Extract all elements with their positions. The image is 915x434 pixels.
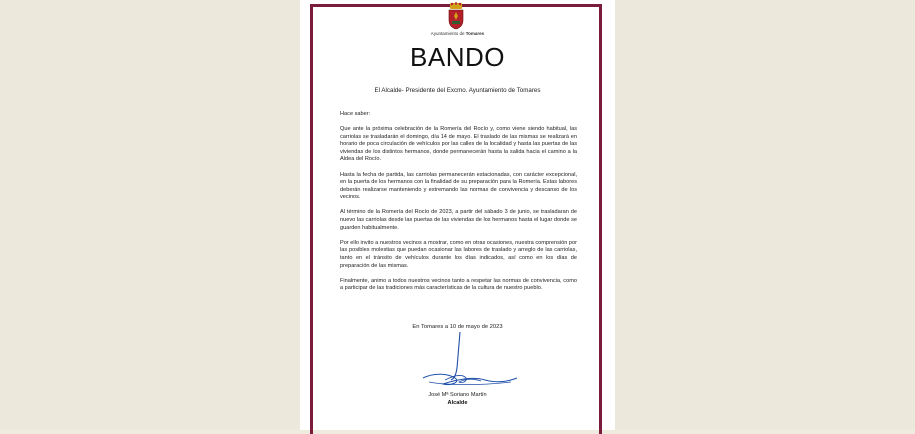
paragraph: Que ante la próxima celebración de la Romería del Rocío y, como viene siendo habitual, las carriolas se trasladarán el domingo, día 14 de mayo. El traslado de las mismas se realizará en horario de poca circulación de vehículos por las calles de la localidad y hasta las puertas de las viviendas de los distintos hermanos, donde permanecerán hasta la salida hacia el camino a la Aldea del Rocío. (340, 126, 577, 163)
document-subtitle: El Alcalde- Presidente del Excmo. Ayuntamiento de Tomares (374, 87, 541, 94)
municipal-crest-icon (447, 2, 465, 30)
organization-town: Tomares (465, 31, 485, 36)
background-right (615, 0, 915, 430)
organization-prefix: Ayuntamiento de (430, 31, 466, 36)
background-left (0, 0, 300, 430)
greeting: Hace saber: (340, 111, 371, 117)
handwritten-signature-icon (415, 330, 525, 394)
signer-name: José Mª Soriano Martín (428, 392, 487, 398)
document-title: BANDO (410, 42, 505, 72)
paragraph: Finalmente, animo a todos nuestros vecinos tanto a respetar las normas de convivencia, como a participar de las tradiciones más características de la cultura de nuestro pueblo. (340, 277, 577, 292)
paragraph: Por ello invito a nuestros vecinos a mostrar, como en otras ocasiones, nuestra comprensión por las posibles molestias que puedan ocasionar las labores de traslado y arreglo de las carriolas, tanto en el tránsito de vehículos durante los días indicados, así como en los días de preparación de las mismas. (340, 239, 577, 269)
document-page (300, 0, 615, 430)
organization-name (300, 31, 615, 36)
signer-role: Alcalde (447, 400, 468, 406)
paragraph: Hasta la fecha de partida, las carriolas permanecerán estacionadas, con carácter excepcional, en la puerta de los hermanos con la finalidad de su preparación para la Romería. Estas labores deberán realizarse manteniendo y extremando las normas de convivencia y descanso de los vecinos. (340, 171, 577, 201)
document-date: En Tomares a 10 de mayo de 2023 (412, 324, 503, 330)
paragraph: Al término de la Romería del Rocío de 2023, a partir del sábado 3 de junio, se trasladaran de nuevo las carriolas desde las puertas de las viviendas de los hermanos hasta el lugar donde se guarden habitualmente. (340, 209, 577, 231)
document-body (340, 111, 577, 300)
